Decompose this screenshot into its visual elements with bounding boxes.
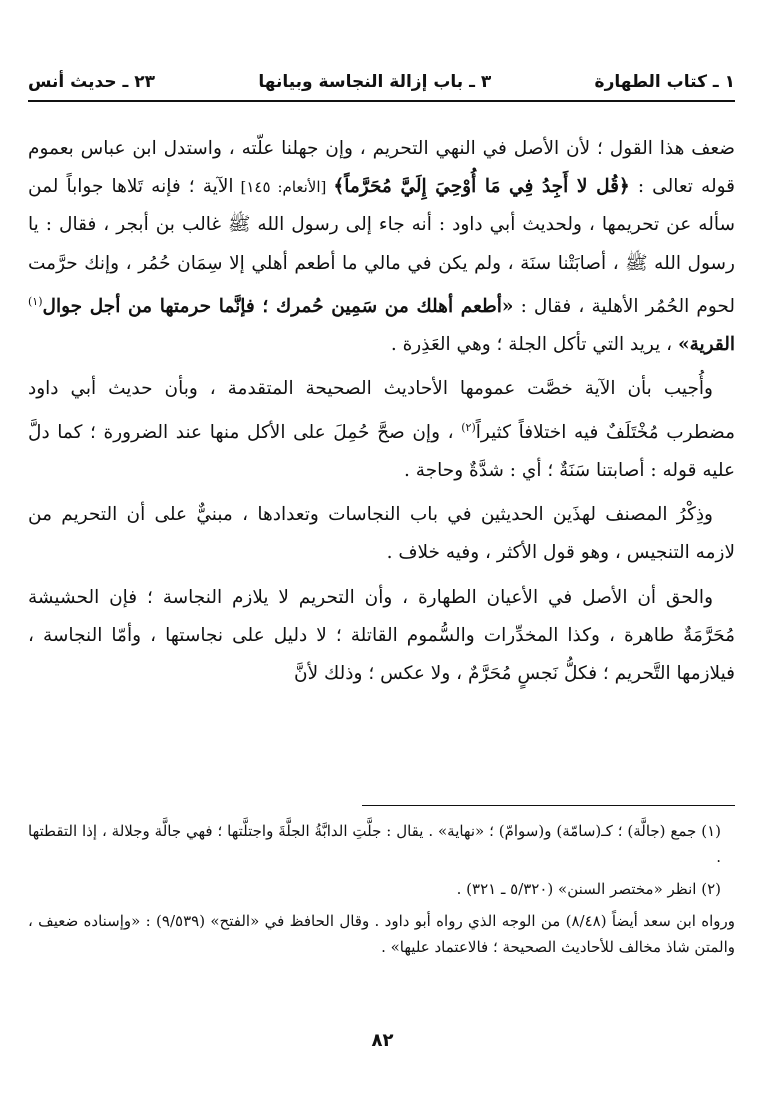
footnote-marker-1: (١): [28, 294, 43, 308]
header-book-title: ١ ـ كتاب الطهارة: [594, 72, 735, 92]
paragraph-1: ضعف هذا القول ؛ لأن الأصل في النهي التحريم ، وإن جهلنا علّته ، واستدل ابن عباس بعموم قوله تعالى : ﴿قُل لا أَجِدُ فِي مَا أُوْحِيَ إِلَيَّ مُحَرَّماً﴾ [الأنعام: ١٤٥] الآية ؛ فإنه تَلاها جواباً لمن سأله عن تحريمها ، ولحديث أبي داود : أنه جاء إلى رسول الله ﷺ غالب بن أبجر ، فقال : يا رسول الله ﷺ ، أصابَتْنا سنَة ، ولم يكن في مالي ما أطعم أهلي إلا سِمَان حُمُر ، وإنك حرَّمت لحوم الحُمُر الأهلية ، فقال : «أطعم أهلك من سَمِين حُمرك ؛ فإنَّما حرمتها من أجل جوال$^{(١)}$ القرية» ، يريد التي تأكل الجلة ؛ وهي العَذِرة .: [28, 138, 735, 356]
paragraph-2: وأُجيب بأن الآية خصَّت عمومها الأحاديث الصحيحة المتقدمة ، وبأن حديث أبي داود مضطرب مُخْتَلَفٌ فيه اختلافاً كثيراً$^{(٢)}$ ، وإن صحَّ حُمِلَ على الأكل منها عند الضرورة ؛ كما دلَّ عليه قوله : أصابتنا سَنَةٌ ؛ أي : شدَّةٌ وحاجة .: [28, 378, 736, 481]
footnote-1: (١) جمع (جالَّة) ؛ كـ(سامّة) و(سوامّ) ؛ «نهاية» . يقال : جلَّتِ الدابَّةُ الجلَّةَ واجتلَّتها ؛ فهي جالَّة وجلالة ، إذا التقطتها .: [28, 822, 721, 866]
main-text: [28, 130, 735, 693]
paragraph-4: والحق أن الأصل في الأعيان الطهارة ، وأن التحريم لا يلازم النجاسة ؛ فإن الحشيشة مُحَرَّمَةٌ طاهرة ، وكذا المخدِّرات والسُّموم القاتلة ؛ لا دليل على نجاستها ، وأمّا النجاسة ، فيلازمها التَّحريم ؛ فكلُّ نَجسٍ مُحَرَّمٌ ، ولا عكس ؛ وذلك لأنَّ: [28, 586, 735, 684]
footnote-2: (٢) انظر «مختصر السنن» (٥/٣٢٠ ـ ٣٢١) .: [456, 880, 721, 898]
footnote-separator: [362, 805, 735, 806]
header-hadith-title: ٢٣ ـ حديث أنس: [28, 72, 156, 92]
hadith-quote: «أطعم أهلك من سَمِين حُمرك ؛ فإنَّما حرمتها من أجل جوال: [42, 295, 514, 317]
running-header: [28, 64, 735, 102]
footnote-marker-2: (٢): [461, 420, 476, 434]
paragraph-3: وذِكْرُ المصنف لهذَين الحديثين في باب النجاسات وتعدادها ، مبنيٌّ على أن التحريم من لازمه التنجيس ، وهو قول الأكثر ، وفيه خلاف .: [28, 504, 735, 564]
quran-quote: ﴿قُل لا أَجِدُ فِي مَا أُوْحِيَ إِلَيَّ مُحَرَّماً﴾: [333, 176, 630, 198]
quran-reference: [الأنعام: ١٤٥]: [233, 178, 334, 197]
footnotes: [28, 818, 735, 966]
footnote-2-continued: ورواه ابن سعد أيضاً (٨/٤٨) من الوجه الذي رواه أبو داود . وقال الحافظ في «الفتح» (٩/٥٣٩) : «وإسناده ضعيف ، والمتن شاذ مخالف للأحاديث الصحيحة ؛ فالاعتماد عليها» .: [28, 912, 736, 956]
header-chapter-title: ٣ ـ باب إزالة النجاسة وبيانها: [258, 72, 492, 92]
page-number: ٨٢: [371, 1030, 394, 1051]
